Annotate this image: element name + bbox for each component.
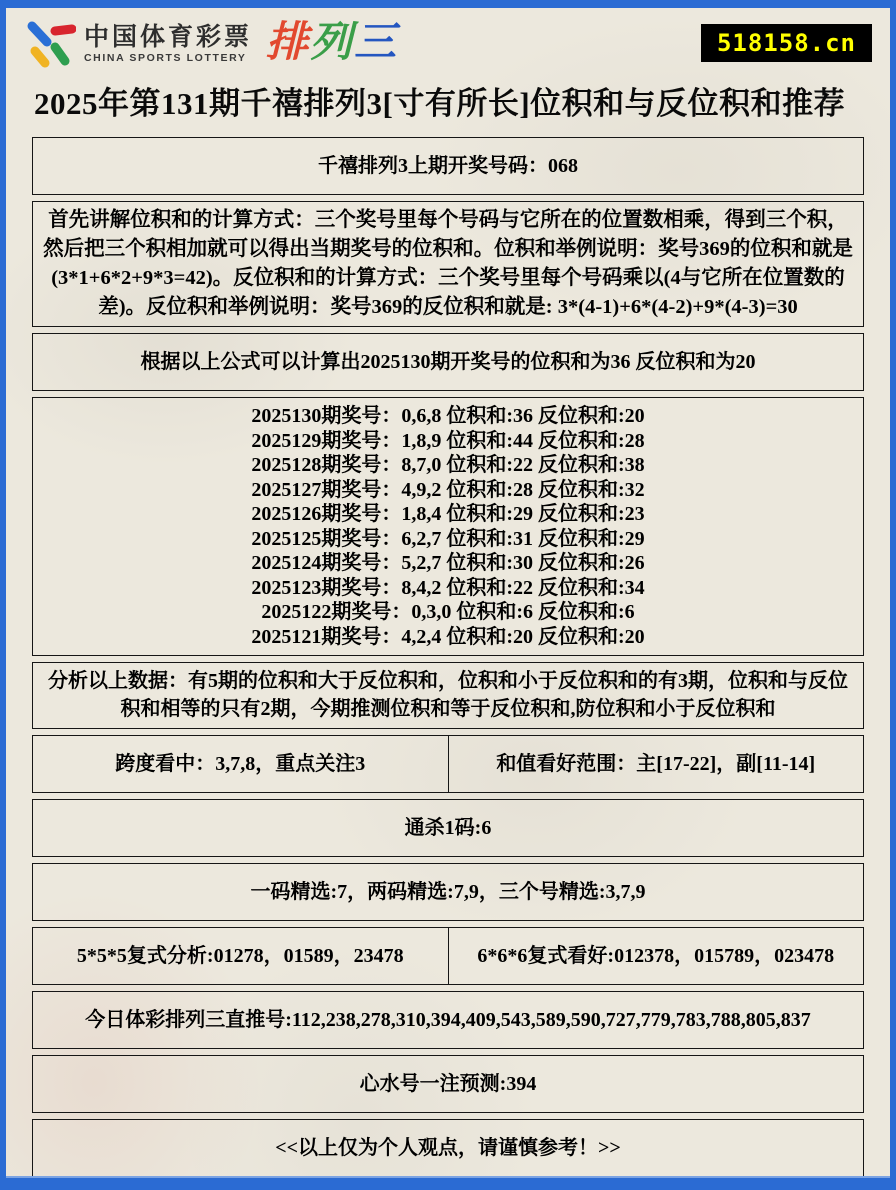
history-row: 2025126期奖号：1,8,4 位积和:29 反位积和:23 — [251, 503, 645, 525]
history-row: 2025124期奖号：5,2,7 位积和:30 反位积和:26 — [251, 552, 645, 574]
history-row: 2025130期奖号：0,6,8 位积和:36 反位积和:20 — [251, 405, 645, 427]
box-lucky-pick: 心水号一注预测:394 — [32, 1055, 864, 1113]
page-title: 2025年第131期千禧排列3[寸有所长]位积和与反位积和推荐 — [34, 86, 846, 121]
box-explanation: 首先讲解位积和的计算方式：三个奖号里每个号码与它所在的位置数相乘，得到三个积，然后把三个积相加就可以得出当期奖号的位积和。位积和举例说明：奖号369的位积和就是(3*1+6*2+9*3=42)。反位积和的计算方式：三个奖号里每个号码乘以(4与它所在位置数的差)。反位积和举例说明：奖号369的反位积和就是: 3*(4-1)+6*(4-2)+9*(4-3)=30 — [32, 201, 864, 327]
history-list — [32, 397, 864, 656]
logo-wordmark — [84, 22, 253, 64]
logo-chinese-name: 中国体育彩票 — [84, 22, 253, 51]
box-span-and-sum — [32, 735, 864, 793]
box-complex — [32, 927, 864, 985]
page — [6, 8, 890, 1178]
logo-english-name: CHINA SPORTS LOTTERY — [84, 51, 247, 64]
box-disclaimer: <<以上仅为个人观点，请谨慎参考！>> — [32, 1119, 864, 1177]
box-analysis: 分析以上数据：有5期的位积和大于反位积和，位积和小于反位积和的有3期，位积和与反位积和相等的只有2期，今期推测位积和等于反位积和,防位积和小于反位积和 — [32, 662, 864, 729]
site-badge[interactable]: 518158.cn — [701, 24, 872, 62]
box-formula-result: 根据以上公式可以计算出2025130期开奖号的位积和为36 反位积和为20 — [32, 333, 864, 391]
span-pick: 跨度看中：3,7,8，重点关注3 — [115, 752, 366, 775]
lottery-logo — [20, 18, 398, 70]
history-row: 2025128期奖号：8,7,0 位积和:22 反位积和:38 — [251, 454, 645, 476]
box-picks: 一码精选:7，两码精选:7,9，三个号精选:3,7,9 — [32, 863, 864, 921]
history-row: 2025129期奖号：1,8,9 位积和:44 反位积和:28 — [251, 429, 645, 452]
history-row: 2025123期奖号：8,4,2 位积和:22 反位积和:34 — [251, 576, 645, 599]
history-row: 2025122期奖号：0,3,0 位积和:6 反位积和:6 — [261, 601, 635, 623]
history-row: 2025127期奖号：4,9,2 位积和:28 反位积和:32 — [251, 478, 645, 501]
complex-555: 5*5*5复式分析:01278，01589，23478 — [76, 944, 404, 967]
box-kill-one: 通杀1码:6 — [32, 799, 864, 857]
box-last-draw: 千禧排列3上期开奖号码：068 — [32, 137, 864, 195]
pinwheel-lottery-icon — [20, 18, 76, 70]
box-direct-numbers: 今日体彩排列三直推号:112,238,278,310,394,409,543,589,590,727,779,783,788,805,837 — [32, 991, 864, 1049]
history-row: 2025121期奖号：4,2,4 位积和:20 反位积和:20 — [251, 625, 645, 648]
content-boxes — [32, 137, 864, 1177]
brand-text: 排列三 — [266, 18, 399, 65]
history-row: 2025125期奖号：6,2,7 位积和:31 反位积和:29 — [251, 527, 645, 550]
complex-666: 6*6*6复式看好:012378，015789，023478 — [448, 928, 864, 984]
header — [6, 8, 890, 70]
sum-range: 和值看好范围：主[17-22]，副[11-14] — [448, 736, 864, 792]
